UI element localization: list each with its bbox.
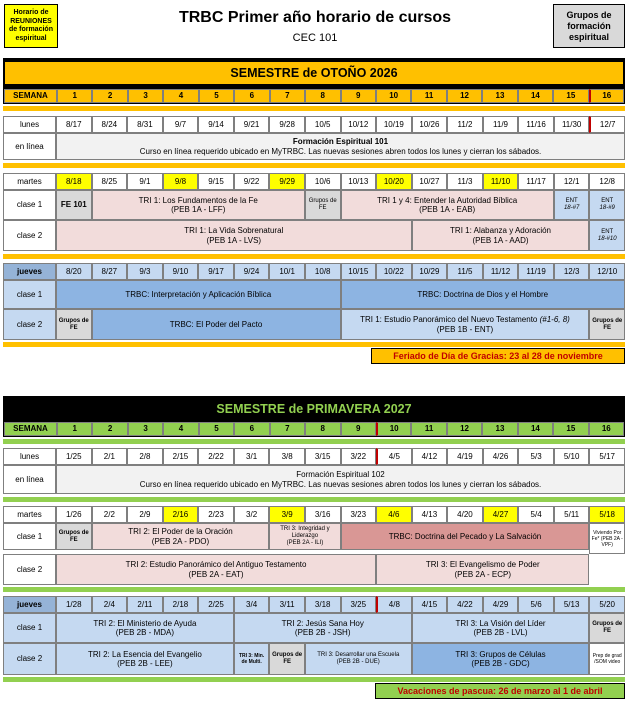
fall-thu-class1 [3, 280, 625, 309]
spring-jueves-cell: 3/25 [341, 596, 377, 613]
fall-week-cell: 9 [341, 89, 376, 103]
spring-course-mda-code: (PEB 2B - MDA) [115, 628, 175, 637]
spring-martes-cell: 5/18 [589, 506, 625, 523]
spring-course-gdc [412, 643, 590, 675]
spring-martes-cell: 2/16 [163, 506, 199, 523]
fall-martes-cell: 11/3 [447, 173, 483, 190]
fall-fe101: FE 101 [56, 190, 92, 220]
spring-martes-cell: 4/20 [447, 506, 483, 523]
fall-ent-7-label: ENT [565, 198, 578, 204]
fall-online-row [3, 133, 625, 160]
fall-online-text: Curso en línea requerido ubicado en MyTRBC. Las nuevas sesiones abren todos los lunes y cierran los sábados. [139, 146, 542, 156]
fall-lunes-cell: 11/2 [447, 116, 483, 133]
spring-week-cell: 11 [411, 422, 446, 436]
spring-tue-class1-label: clase 1 [3, 523, 56, 550]
fall-online-label: en línea [3, 133, 56, 160]
fall-martes-cell: 12/1 [554, 173, 590, 190]
fall-martes-cell: 9/29 [269, 173, 305, 190]
spring-lunes-cell: 2/1 [92, 448, 128, 465]
spring-grad-prep: Prep de grad /SOM video [589, 643, 625, 675]
spring-online-title: Formación Espiritual 102 [296, 470, 385, 479]
spring-course-lee [56, 643, 234, 675]
fall-martes-label: martes [3, 173, 56, 190]
spring-course-eat [56, 554, 376, 585]
spring-jueves-cell: 5/6 [518, 596, 554, 613]
spring-vpf-spacer [589, 554, 625, 585]
fall-lunes-cell: 9/7 [163, 116, 199, 133]
spring-course-eat-code: (PEB 2A - EAT) [188, 569, 244, 579]
fall-martes-row [3, 173, 625, 190]
fall-week-row [3, 88, 625, 104]
fall-lunes-cell: 9/14 [198, 116, 234, 133]
spring-lunes-cell: 5/10 [554, 448, 590, 465]
fall-lunes-cell: 8/31 [127, 116, 163, 133]
fall-jueves-cell: 10/15 [341, 263, 377, 280]
fall-week-cell: 8 [305, 89, 340, 103]
spring-thu-class2 [3, 643, 625, 675]
spring-jueves-cell: 4/15 [412, 596, 448, 613]
fall-jueves-cell: 11/19 [518, 263, 554, 280]
spring-title: SEMESTRE de PRIMAVERA 2027 [5, 398, 623, 419]
spring-martes-cell: 3/9 [269, 506, 305, 523]
spring-lunes-cell: 5/17 [589, 448, 625, 465]
fall-stripe-4 [3, 342, 625, 347]
fall-tue-class2 [3, 220, 625, 251]
spring-course-pdo [92, 523, 270, 550]
spring-course-jsh-name: TRI 2: Jesús Sana Hoy [281, 618, 364, 628]
fall-week-cell: 15 [553, 89, 588, 103]
fall-jueves-cell: 8/20 [56, 263, 92, 280]
spring-week-cell: 10 [376, 422, 411, 436]
fall-week-cell: 4 [163, 89, 198, 103]
spring-martes-cell: 2/23 [198, 506, 234, 523]
spring-course-mda [56, 613, 234, 643]
spring-online-text: Curso en línea requerido ubicado en MyTRBC. Las nuevas sesiones abren todos los lunes y cierran los sábados. [139, 479, 542, 489]
spring-course-lvl-name: TRI 3: La Visión del Líder [455, 618, 546, 628]
spring-stripe-1 [3, 439, 625, 444]
spring-week-cell: 16 [589, 422, 624, 436]
spring-jueves-row [3, 596, 625, 613]
spring-martes-cell: 1/26 [56, 506, 92, 523]
spring-groups-fe-tue: Grupos de FE [56, 523, 92, 550]
fall-martes-cell: 11/10 [483, 173, 519, 190]
spring-martes-cell: 2/2 [92, 506, 128, 523]
fall-lunes-row [3, 116, 625, 133]
fall-groups-fe-thu-1: Grupos de FE [56, 309, 92, 340]
fall-week-cell: 7 [270, 89, 305, 103]
spring-lunes-cell: 4/26 [483, 448, 519, 465]
fall-banner [3, 58, 625, 88]
spring-week-label: SEMANA [4, 422, 57, 436]
fall-martes-cell: 9/22 [234, 173, 270, 190]
meetings-schedule-box: Horario de REUNIONES de formación espiritual [4, 4, 58, 48]
spring-lunes-cell: 5/3 [518, 448, 554, 465]
spring-lunes-row [3, 448, 625, 465]
spring-thu-class1 [3, 613, 625, 643]
fall-martes-cell: 9/8 [163, 173, 199, 190]
fall-lunes-cell: 10/5 [305, 116, 341, 133]
fall-course-eab-code: (PEB 1A - EAB) [419, 205, 476, 214]
fall-jueves-cell: 9/24 [234, 263, 270, 280]
spring-course-ili-name: TRI 3: Integridad y Liderazgo [280, 526, 330, 539]
page-subtitle: CEC 101 [292, 32, 338, 44]
fall-course-ent [341, 309, 590, 340]
fall-lunes-cell: 10/12 [341, 116, 377, 133]
spring-jueves-cell: 5/20 [589, 596, 625, 613]
spring-banner [3, 396, 625, 421]
spring-online-label: en línea [3, 465, 56, 494]
fall-lunes-cell: 9/28 [269, 116, 305, 133]
spring-course-lvl [412, 613, 590, 643]
spring-lunes-cell: 2/15 [163, 448, 199, 465]
spring-stripe-3 [3, 587, 625, 592]
spring-martes-cell: 3/23 [341, 506, 377, 523]
spring-jueves-cell: 3/18 [305, 596, 341, 613]
spring-course-multi: TRI 3: Min. de Multi. [234, 643, 270, 675]
fall-course-eab [341, 190, 554, 220]
spring-course-gdc-name: TRI 3: Grupos de Células [455, 649, 546, 659]
spring-martes-cell: 2/9 [127, 506, 163, 523]
spring-jueves-cell: 2/25 [198, 596, 234, 613]
fall-jueves-label: jueves [3, 263, 56, 280]
spring-jueves-cell: 2/4 [92, 596, 128, 613]
fall-week-cell: 11 [411, 89, 446, 103]
fall-jueves-cell: 10/22 [376, 263, 412, 280]
fall-jueves-cell: 10/1 [269, 263, 305, 280]
fall-course-lvs-code: (PEB 1A - LVS) [206, 235, 262, 245]
spring-lunes-cell: 3/15 [305, 448, 341, 465]
fall-week-cell: 16 [589, 89, 624, 103]
fall-martes-cell: 12/8 [589, 173, 625, 190]
fall-week-cell: 2 [92, 89, 127, 103]
fall-ent-9-num: 18-#9 [599, 205, 615, 211]
fall-jueves-cell: 12/3 [554, 263, 590, 280]
spring-martes-cell: 5/11 [554, 506, 590, 523]
fall-lunes-cell: 12/7 [589, 116, 625, 133]
fall-jueves-row [3, 263, 625, 280]
fall-jueves-cell: 11/12 [483, 263, 519, 280]
spring-week-cell: 5 [199, 422, 234, 436]
fall-thu-class2-label: clase 2 [3, 309, 56, 340]
fall-thu-class1-label: clase 1 [3, 280, 56, 309]
spring-lunes-cell: 3/1 [234, 448, 270, 465]
fall-ent-9 [589, 190, 625, 220]
fall-week-cell: 13 [482, 89, 517, 103]
spring-week-cell: 8 [305, 422, 340, 436]
spring-week-cell: 7 [270, 422, 305, 436]
spring-week-cell: 3 [128, 422, 163, 436]
spring-thu-class1-label: clase 1 [3, 613, 56, 643]
spring-course-ecp-name: TRI 3: El Evangelismo de Poder [425, 560, 540, 569]
spring-lunes-cell: 2/22 [198, 448, 234, 465]
fall-martes-cell: 9/15 [198, 173, 234, 190]
fall-martes-cell: 10/20 [376, 173, 412, 190]
thanksgiving-note: Feriado de Día de Gracias: 23 al 28 de noviembre [371, 348, 625, 364]
spring-week-cell: 1 [57, 422, 92, 436]
fall-martes-cell: 10/27 [412, 173, 448, 190]
fall-ent-9-label: ENT [601, 198, 614, 204]
spring-martes-row [3, 506, 625, 523]
spring-course-lee-code: (PEB 2B - LEE) [117, 659, 173, 668]
spring-lunes-cell: 3/8 [269, 448, 305, 465]
spring-week-cell: 13 [482, 422, 517, 436]
spring-tue-class1 [3, 523, 625, 554]
fall-ent-7 [554, 190, 590, 220]
fall-week-cell: 14 [518, 89, 553, 103]
fall-thu-class2 [3, 309, 625, 340]
spring-week-cell: 4 [163, 422, 198, 436]
spring-course-lvl-code: (PEB 2B - LVL) [473, 628, 528, 637]
fall-ent-10-label: ENT [601, 228, 614, 235]
spring-week-cell: 9 [341, 422, 376, 436]
fall-jueves-cell: 11/5 [447, 263, 483, 280]
spring-lunes-cell: 2/8 [127, 448, 163, 465]
spring-course-ili-code: (PEB 2A - ILI) [286, 540, 324, 546]
fall-course-lff-code: (PEB 1A - LFF) [171, 205, 226, 214]
fall-lunes-cell: 9/21 [234, 116, 270, 133]
fall-course-lff [92, 190, 305, 220]
fall-martes-cell: 10/6 [305, 173, 341, 190]
spring-groups-fe-thu-1: Grupos de FE [589, 613, 625, 643]
spring-week-cell: 14 [518, 422, 553, 436]
fall-jueves-cell: 9/17 [198, 263, 234, 280]
spring-martes-cell: 4/27 [483, 506, 519, 523]
fall-course-ent-code: (PEB 1B - ENT) [436, 324, 494, 334]
fall-stripe-2 [3, 163, 625, 168]
spring-groups-fe-thu-2: Grupos de FE [269, 643, 305, 675]
spring-jueves-label: jueves [3, 596, 56, 613]
fall-jueves-cell: 8/27 [92, 263, 128, 280]
fall-groups-fe-thu-2: Grupos de FE [589, 309, 625, 340]
page-title: TRBC Primer año horario de cursos [178, 9, 452, 26]
spring-lunes-cell: 3/22 [341, 448, 377, 465]
spring-tue-class2 [3, 554, 625, 585]
fall-stripe-1 [3, 106, 625, 111]
spring-course-lee-name: TRI 2: La Esencia del Evangelio [87, 649, 202, 659]
spring-jueves-cell: 3/11 [269, 596, 305, 613]
spring-lunes-cell: 1/25 [56, 448, 92, 465]
fall-course-pacto: TRBC: El Poder del Pacto [92, 309, 341, 340]
fall-course-interp: TRBC: Interpretación y Aplicación Bíblica [56, 280, 341, 309]
fall-ent-10 [589, 220, 625, 251]
spring-jueves-cell: 3/4 [234, 596, 270, 613]
spring-course-jsh-code: (PEB 2B - JSH) [294, 628, 351, 637]
fall-lunes-cell: 11/9 [483, 116, 519, 133]
fall-tue-class1 [3, 190, 625, 220]
spring-week-cell: 2 [92, 422, 127, 436]
fall-course-aad [412, 220, 590, 251]
spring-lunes-cell: 4/19 [447, 448, 483, 465]
spring-jueves-cell: 5/13 [554, 596, 590, 613]
spring-tue-class2-label: clase 2 [3, 554, 56, 585]
groups-box: Grupos de formación espiritual [553, 4, 625, 48]
easter-note: Vacaciones de pascua: 26 de marzo al 1 de abril [375, 683, 625, 699]
spring-martes-cell: 4/6 [376, 506, 412, 523]
spring-course-eat-name: TRI 2: Estudio Panorámico del Antiguo Testamento [125, 560, 307, 569]
fall-week-cell: 6 [234, 89, 269, 103]
spring-course-ili [269, 523, 340, 550]
spring-martes-cell: 3/2 [234, 506, 270, 523]
spring-course-pecado: TRBC: Doctrina del Pecado y La Salvación [341, 523, 590, 550]
fall-jueves-cell: 10/29 [412, 263, 448, 280]
fall-course-aad-name: TRI 1: Alabanza y Adoración [450, 226, 551, 235]
spring-online-course [56, 465, 625, 494]
fall-week-cell: 1 [57, 89, 92, 103]
fall-course-lff-name: TRI 1: Los Fundamentos de la Fe [138, 195, 258, 205]
fall-ent-10-num: 18-#10 [597, 235, 617, 242]
fall-course-aad-code: (PEB 1A - AAD) [472, 235, 529, 245]
spring-martes-label: martes [3, 506, 56, 523]
fall-tue-class1-label: clase 1 [3, 190, 56, 220]
fall-week-cell: 3 [128, 89, 163, 103]
spring-jueves-cell: 4/22 [447, 596, 483, 613]
spring-martes-cell: 4/13 [412, 506, 448, 523]
spring-course-gdc-code: (PEB 2B - GDC) [471, 659, 530, 668]
spring-week-row [3, 421, 625, 437]
fall-tue-class2-label: clase 2 [3, 220, 56, 251]
fall-week-label: SEMANA [4, 89, 57, 103]
fall-lunes-cell: 11/16 [518, 116, 554, 133]
fall-martes-cell: 11/17 [518, 173, 554, 190]
spring-week-cell: 12 [447, 422, 482, 436]
fall-week-cell: 5 [199, 89, 234, 103]
spring-thu-class2-label: clase 2 [3, 643, 56, 675]
fall-lunes-cell: 8/24 [92, 116, 128, 133]
fall-jueves-cell: 10/8 [305, 263, 341, 280]
fall-stripe-3 [3, 254, 625, 259]
spring-lunes-cell: 4/12 [412, 448, 448, 465]
fall-course-doctrina: TRBC: Doctrina de Dios y el Hombre [341, 280, 626, 309]
fall-week-cell: 10 [376, 89, 411, 103]
spring-martes-cell: 5/4 [518, 506, 554, 523]
fall-lunes-cell: 8/17 [56, 116, 92, 133]
fall-online-title: Formación Espiritual 101 [292, 137, 389, 146]
fall-groups-fe-tue: Grupos de FE [305, 190, 341, 220]
fall-lunes-label: lunes [3, 116, 56, 133]
fall-jueves-cell: 12/10 [589, 263, 625, 280]
fall-jueves-cell: 9/10 [163, 263, 199, 280]
spring-week-cell: 6 [234, 422, 269, 436]
spring-jueves-cell: 4/29 [483, 596, 519, 613]
spring-course-due [305, 643, 412, 675]
spring-course-vpf: Viviendo Por Fe* (PEB 2A - VPF) [589, 523, 625, 554]
fall-course-lvs [56, 220, 412, 251]
fall-course-lvs-name: TRI 1: La Vida Sobrenatural [184, 226, 284, 235]
fall-week-cell: 12 [447, 89, 482, 103]
spring-lunes-label: lunes [3, 448, 56, 465]
fall-course-ent-sessions: (#1-6, 8) [537, 315, 570, 324]
fall-lunes-cell: 10/26 [412, 116, 448, 133]
spring-course-ecp [376, 554, 589, 585]
spring-martes-cell: 3/16 [305, 506, 341, 523]
spring-jueves-cell: 2/18 [163, 596, 199, 613]
fall-course-ent-title: TRI 1: Estudio Panorámico del Nuevo Testamento [360, 315, 538, 324]
spring-online-row [3, 465, 625, 494]
spring-jueves-cell: 2/11 [127, 596, 163, 613]
fall-online-course [56, 133, 625, 160]
fall-title: SEMESTRE de OTOÑO 2026 [5, 62, 623, 84]
fall-martes-cell: 9/1 [127, 173, 163, 190]
spring-course-mda-name: TRI 2: El Ministerio de Ayuda [93, 618, 197, 628]
fall-lunes-cell: 11/30 [554, 116, 590, 133]
spring-week-cell: 15 [553, 422, 588, 436]
fall-ent-7-num: 18-#7 [563, 205, 580, 211]
spring-jueves-cell: 1/28 [56, 596, 92, 613]
fall-martes-cell: 8/25 [92, 173, 128, 190]
spring-stripe-2 [3, 497, 625, 502]
fall-jueves-cell: 9/3 [127, 263, 163, 280]
spring-course-due-name: TRI 3: Desarrollar una Escuela [317, 652, 400, 658]
spring-course-due-code: (PEB 2B - DUE) [336, 659, 380, 665]
spring-course-ecp-code: (PEB 2A - ECP) [454, 569, 511, 579]
fall-martes-cell: 8/18 [56, 173, 92, 190]
fall-lunes-cell: 10/19 [376, 116, 412, 133]
fall-course-eab-name: TRI 1 y 4: Entender la Autoridad Bíblica [377, 195, 518, 205]
spring-course-pdo-code: (PEB 2A - PDO) [151, 536, 210, 546]
fall-martes-cell: 10/13 [341, 173, 377, 190]
spring-course-jsh [234, 613, 412, 643]
spring-course-pdo-name: TRI 2: El Poder de la Oración [128, 527, 233, 536]
spring-stripe-4 [3, 677, 625, 682]
spring-lunes-cell: 4/5 [376, 448, 412, 465]
spring-jueves-cell: 4/8 [376, 596, 412, 613]
fall-course-ent-name [360, 315, 570, 325]
